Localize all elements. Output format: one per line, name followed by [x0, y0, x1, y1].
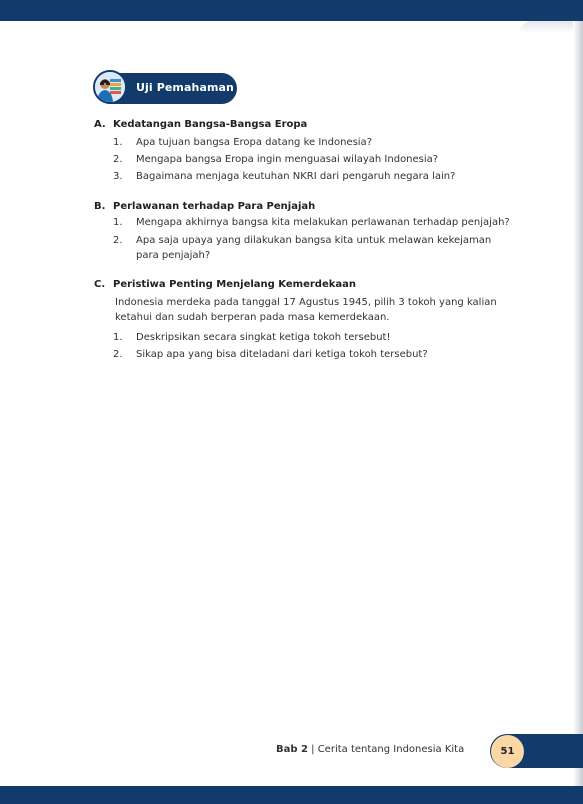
section-title: Peristiwa Penting Menjelang Kemerdekaan: [113, 279, 356, 290]
item-text: Sikap apa yang bisa diteladani dari ketiga tokoh tersebut?: [136, 349, 428, 360]
section-intro: Indonesia merdeka pada tanggal 17 Agustus 1945, pilih 3 tokoh yang kalian ketahui dan sudah berperan pada masa kemerdekaan.: [115, 297, 497, 323]
footer-chapter: Bab 2: [276, 744, 308, 755]
item-number: 1.: [113, 217, 123, 228]
student-reading-icon: [93, 70, 127, 104]
footer-title: Cerita tentang Indonesia Kita: [317, 744, 465, 755]
section-badge: [95, 73, 237, 104]
section-letter: A.: [94, 119, 106, 130]
item-number: 1.: [113, 137, 123, 148]
top-header-bar: [0, 0, 583, 21]
footer-caption: [276, 744, 464, 755]
footer-separator: |: [307, 744, 318, 755]
item-text: Deskripsikan secara singkat ketiga tokoh tersebut!: [136, 332, 391, 343]
item-text: Mengapa akhirnya bangsa kita melakukan perlawanan terhadap penjajah?: [136, 217, 510, 228]
item-text: Mengapa bangsa Eropa ingin menguasai wilayah Indonesia?: [136, 154, 439, 165]
badge-title: Uji Pemahaman: [136, 81, 234, 94]
page-edge-shadow: [573, 21, 583, 786]
section-title: Perlawanan terhadap Para Penjajah: [113, 201, 316, 212]
bottom-footer-bar: [0, 786, 583, 804]
item-text: Bagaimana menjaga keutuhan NKRI dari pengaruh negara lain?: [136, 171, 456, 182]
item-number: 2.: [113, 235, 123, 246]
item-number: 3.: [113, 171, 123, 182]
item-text: Apa tujuan bangsa Eropa datang ke Indonesia?: [136, 137, 372, 148]
item-number: 2.: [113, 349, 123, 360]
section-title: Kedatangan Bangsa-Bangsa Eropa: [113, 119, 308, 130]
item-number: 2.: [113, 154, 123, 165]
item-number: 1.: [113, 332, 123, 343]
section-letter: C.: [94, 279, 106, 290]
item-text: Apa saja upaya yang dilakukan bangsa kita untuk melawan kekejaman para penjajah?: [136, 235, 492, 261]
page-number: 51: [491, 735, 524, 768]
section-letter: B.: [94, 201, 106, 212]
